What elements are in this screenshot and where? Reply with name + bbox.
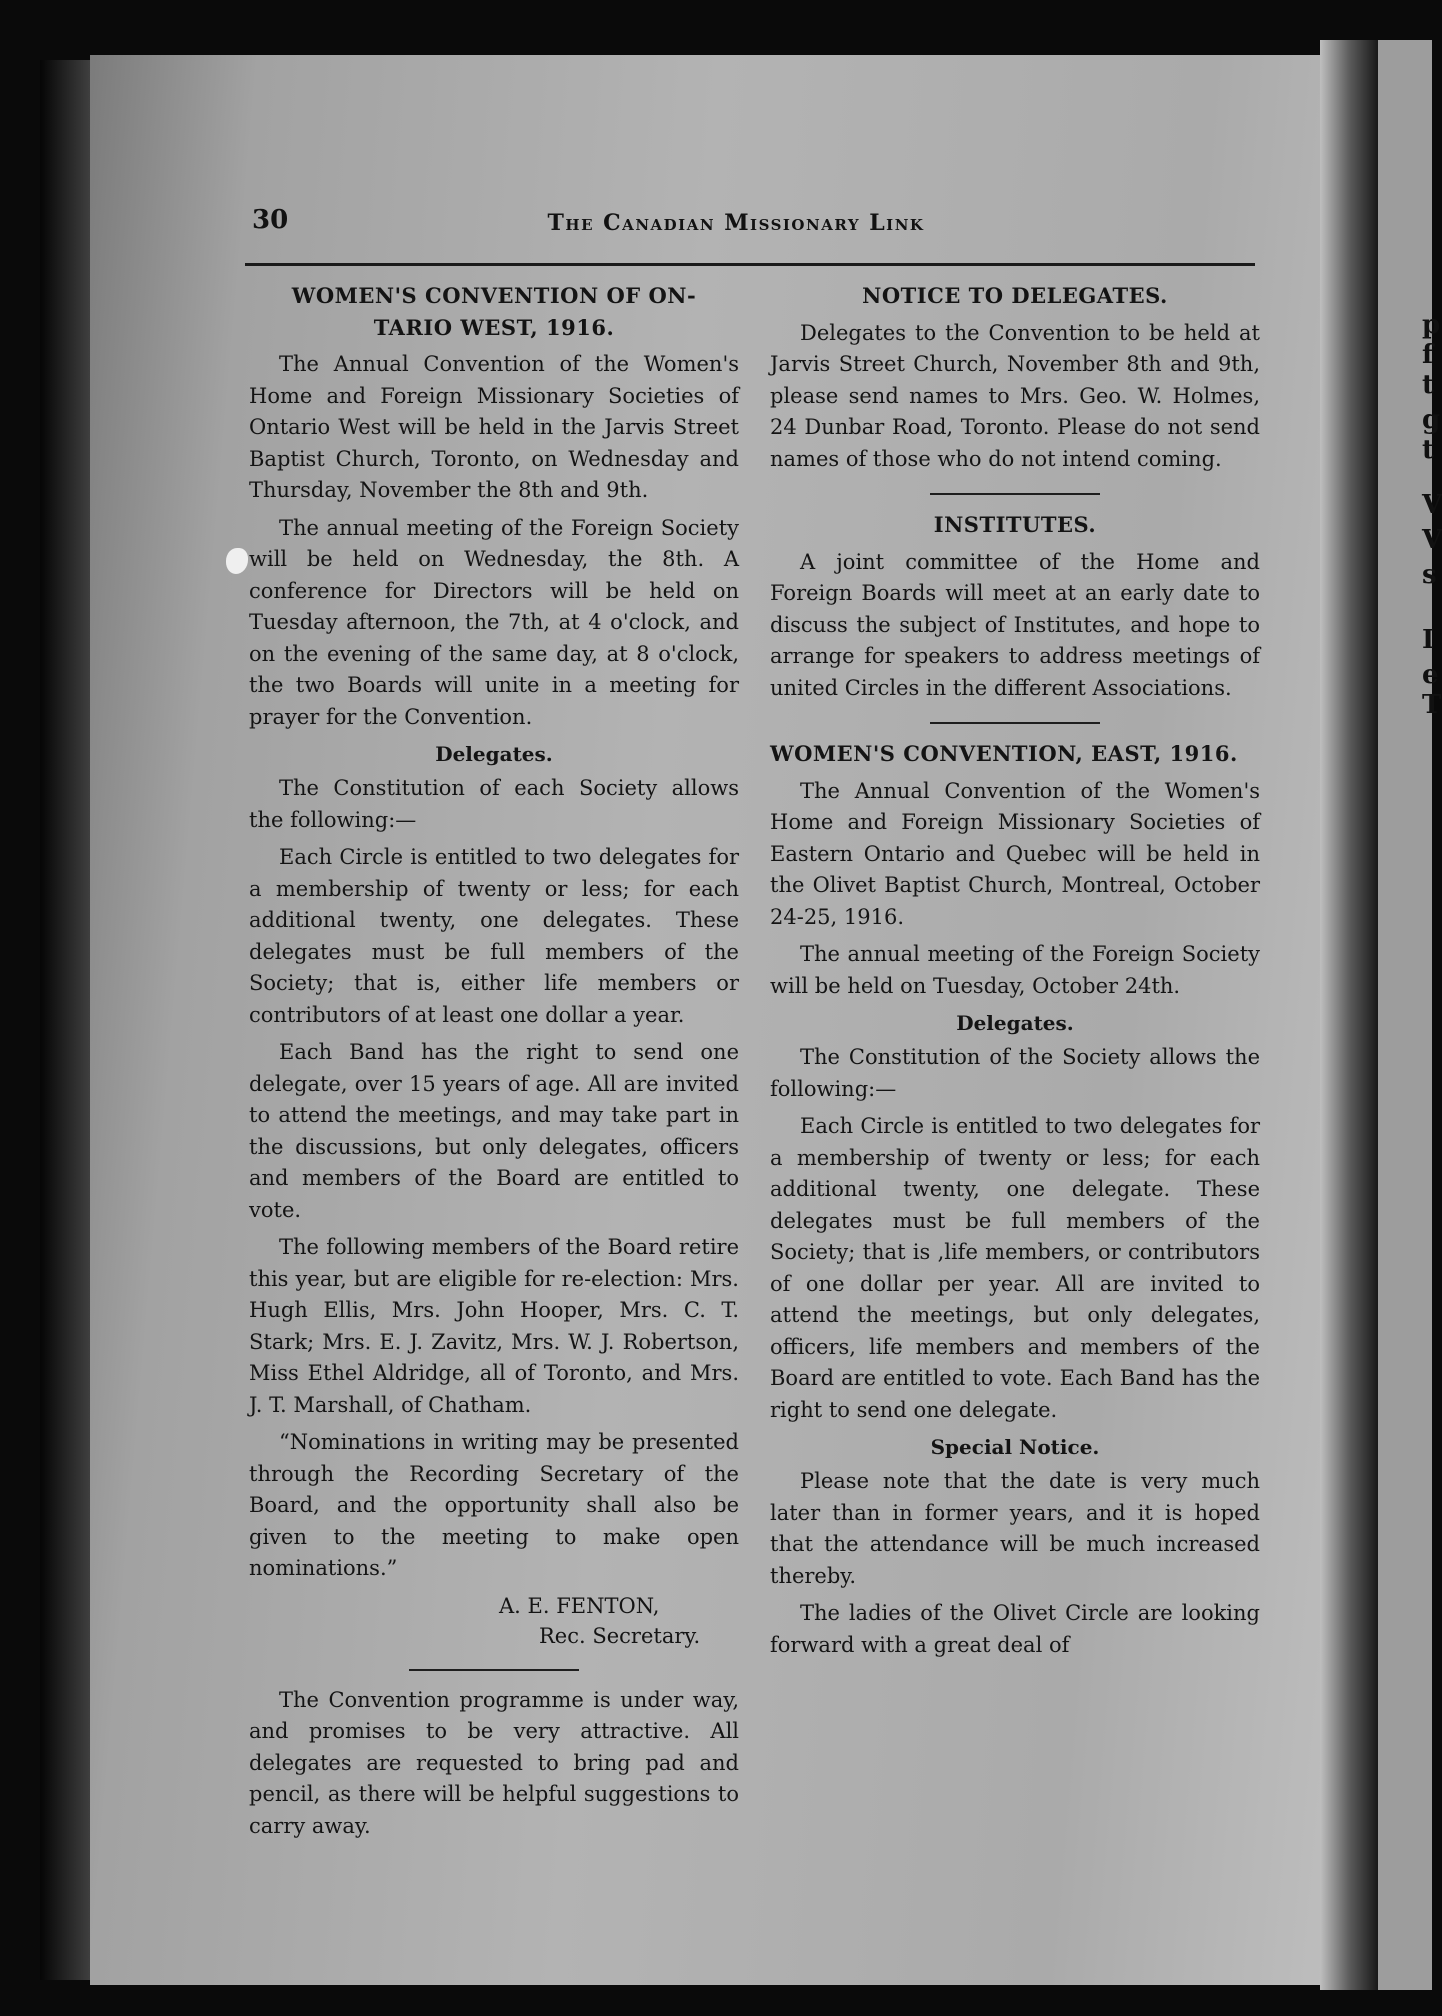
paragraph: The annual meeting of the Foreign Society will be held on Tuesday, October 24th. — [770, 942, 1260, 998]
page-number: 30 — [252, 205, 289, 235]
facing-letter: I — [1422, 625, 1435, 655]
paragraph: The Constitution of the Society allows the following:— — [770, 1045, 1260, 1101]
subheading-delegates: Delegates. — [956, 1011, 1074, 1035]
paragraph: “Nominations in writing may be presented through the Recording Secretary of the Board, and the opportunity shall also be given to the meeting to make open nominations.” — [249, 1430, 739, 1580]
facing-letter: t — [1422, 435, 1435, 465]
header-rule — [245, 263, 1255, 266]
section-divider — [930, 493, 1100, 495]
facing-letter: e — [1422, 660, 1439, 690]
paragraph: A joint committee of the Home and Foreign Boards will meet at an early date to discuss the subject of Institutes, and hope to arrange for speakers to address meetings of united Circles in the different Associations. — [770, 549, 1260, 700]
article-heading-notice: NOTICE TO DELEGATES. — [862, 283, 1168, 308]
facing-letter: t — [1422, 370, 1435, 400]
facing-letter: V — [1422, 490, 1442, 520]
paragraph: The Annual Convention of the Women's Home and Foreign Missionary Societies of Eastern Ontario and Quebec will be held in the Olivet Baptist Church, Montreal, October 24-25, 1916. — [770, 778, 1260, 929]
section-divider — [930, 722, 1100, 724]
paragraph: Each Circle is entitled to two delegates for a membership of twenty or less; for each additional twenty, one delegates. These delegates must be full members of the Society; that is, either life members or contributors of at least one dollar a year. — [249, 845, 739, 1027]
paragraph: The annual meeting of the Foreign Society will be held on Wednesday, the 8th. A conference for Directors will be held on Tuesday afternoon, the 7th, at 4 o'clock, and on the evening of the same day, at 8 o'clock, the two Boards will unite in a meeting for prayer for the Convention. — [249, 515, 739, 729]
facing-letter: p — [1422, 310, 1441, 340]
subheading-delegates: Delegates. — [435, 742, 553, 766]
paragraph: The Annual Convention of the Women's Home and Foreign Missionary Societies of Ontario West will be held in the Jarvis Street Baptist Church, Toronto, on Wednesday and Thursday, November the 8th and 9th. — [249, 352, 739, 502]
facing-letter: V — [1422, 525, 1442, 555]
paragraph: The following members of the Board retire this year, but are eligible for re-election: Mrs. Hugh Ellis, Mrs. John Hooper, Mrs. C. T. Stark; Mrs. E. J. Zavitz, Mrs. W. J. Robertson, Miss Ethel Aldridge, all of Toronto, and Mrs. J. T. Marshall, of Chatham. — [249, 1235, 739, 1417]
page-gutter — [1320, 40, 1380, 1990]
signature-block — [249, 1591, 739, 1651]
paragraph: Delegates to the Convention to be held at Jarvis Street Church, November 8th and 9th, please send names to Mrs. Geo. W. Holmes, 24 Dunbar Road, Toronto. Please do not send names of those who do not intend coming. — [770, 320, 1260, 471]
paragraph: The Constitution of each Society allows the following:— — [249, 776, 739, 832]
paragraph: The Convention programme is under way, and promises to be very attractive. All delegates are requested to bring pad and pencil, as there will be helpful suggestions to carry away. — [249, 1687, 739, 1838]
right-column — [770, 280, 1260, 1667]
facing-page-fragment — [1378, 40, 1442, 1990]
facing-letter: T — [1422, 690, 1442, 720]
section-divider — [409, 1669, 579, 1671]
left-column — [249, 280, 739, 1848]
subheading-special-notice: Special Notice. — [930, 1435, 1100, 1459]
article-heading-ontario-west: WOMEN'S CONVENTION OF ON- TARIO WEST, 1916. — [291, 283, 697, 340]
paragraph: Please note that the date is very much later than in former years, and it is hoped that the attendance will be much increased thereby. — [770, 1469, 1260, 1588]
article-heading-institutes: INSTITUTES. — [933, 512, 1097, 537]
signature-title: Rec. Secretary. — [539, 1623, 701, 1648]
signature-name: A. E. FENTON, — [499, 1593, 660, 1618]
facing-letter: f — [1422, 340, 1434, 370]
running-title: The Canadian Missionary Link — [547, 210, 925, 236]
paragraph: The ladies of the Olivet Circle are looking forward with a great deal of — [770, 1601, 1260, 1657]
paragraph: Each Band has the right to send one delegate, over 15 years of age. All are invited to attend the meetings, and may take part in the discussions, but only delegates, officers and members of the Board are entitled to vote. — [249, 1040, 739, 1222]
facing-letter: g — [1422, 405, 1441, 435]
facing-letter: s — [1422, 560, 1437, 590]
article-heading-convention-east: WOMEN'S CONVENTION, EAST, 1916. — [770, 741, 1238, 766]
paragraph: Each Circle is entitled to two delegates for a membership of twenty or less; for each additional twenty, one delegate. These delegates must be full members of the Society; that is ,life members, or contributors of one dollar per year. All are invited to attend the meetings, but only delegates, officers, life members and members of the Board are entitled to vote. Each Band has the right to send one delegate. — [770, 1114, 1260, 1422]
